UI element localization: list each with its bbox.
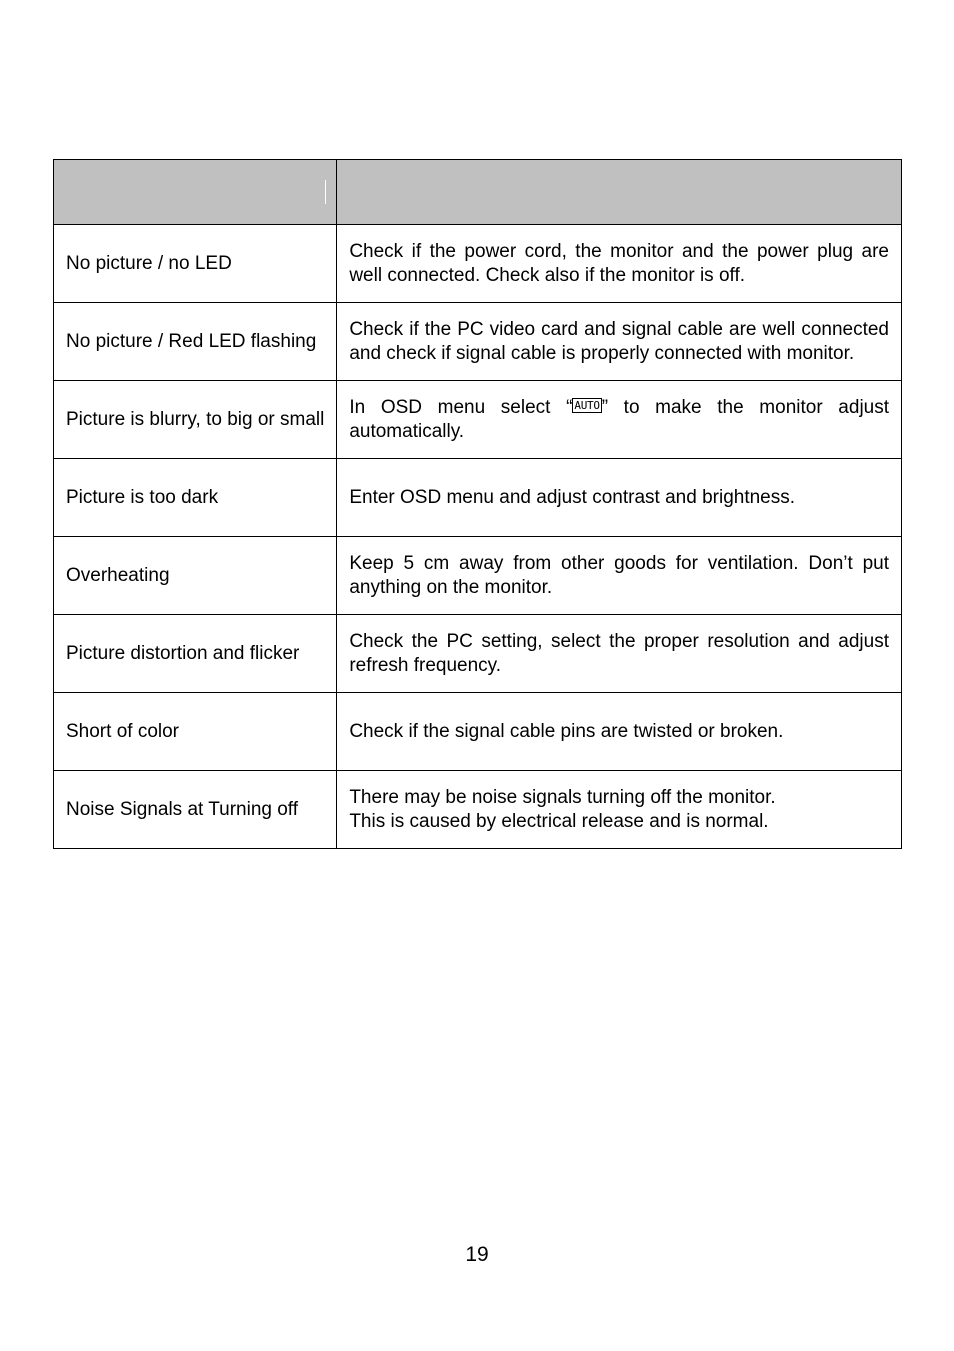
table-row — [54, 771, 902, 849]
solution-column-header — [337, 160, 902, 225]
table-header-row — [54, 160, 902, 225]
table-row — [54, 225, 902, 303]
table-row — [54, 537, 902, 615]
problem-cell: Picture is too dark — [54, 459, 337, 537]
problem-cell: Picture is blurry, to big or small — [54, 381, 337, 459]
solution-text-before: In OSD menu select “ — [349, 397, 573, 418]
solution-cell — [337, 381, 902, 459]
solution-line: This is caused by electrical release and is normal. — [349, 810, 769, 832]
page-number: 19 — [465, 1243, 489, 1266]
solution-cell: Check the PC setting, select the proper resolution and adjust refresh frequency. — [337, 615, 902, 693]
solution-cell: Check if the signal cable pins are twisted or broken. — [337, 693, 902, 771]
table-row — [54, 459, 902, 537]
solution-line: There may be noise signals turning off the monitor. — [349, 787, 776, 808]
problem-cell: No picture / no LED — [54, 225, 337, 303]
table-row — [54, 381, 902, 459]
solution-cell: Check if the power cord, the monitor and the power plug are well connected. Check also if the monitor is off. — [337, 225, 902, 303]
problem-column-header — [54, 160, 337, 225]
problem-cell: Overheating — [54, 537, 337, 615]
problem-cell: Picture distortion and flicker — [54, 615, 337, 693]
solution-cell: Enter OSD menu and adjust contrast and brightness. — [337, 459, 902, 537]
problem-cell: No picture / Red LED flashing — [54, 303, 337, 381]
solution-text-after: ” to make the monitor adjust automatically. — [349, 397, 890, 442]
problem-cell: Noise Signals at Turning off — [54, 771, 337, 849]
table-row — [54, 303, 902, 381]
table-row — [54, 693, 902, 771]
troubleshooting-table — [53, 159, 902, 849]
solution-cell: Check if the PC video card and signal cable are well connected and check if signal cable is properly connected with monitor. — [337, 303, 902, 381]
solution-cell: Keep 5 cm away from other goods for ventilation. Don’t put anything on the monitor. — [337, 537, 902, 615]
header-divider — [325, 180, 326, 204]
table-row — [54, 615, 902, 693]
solution-cell — [337, 771, 902, 849]
problem-cell: Short of color — [54, 693, 337, 771]
auto-adjust-icon: AUTO — [574, 399, 600, 412]
